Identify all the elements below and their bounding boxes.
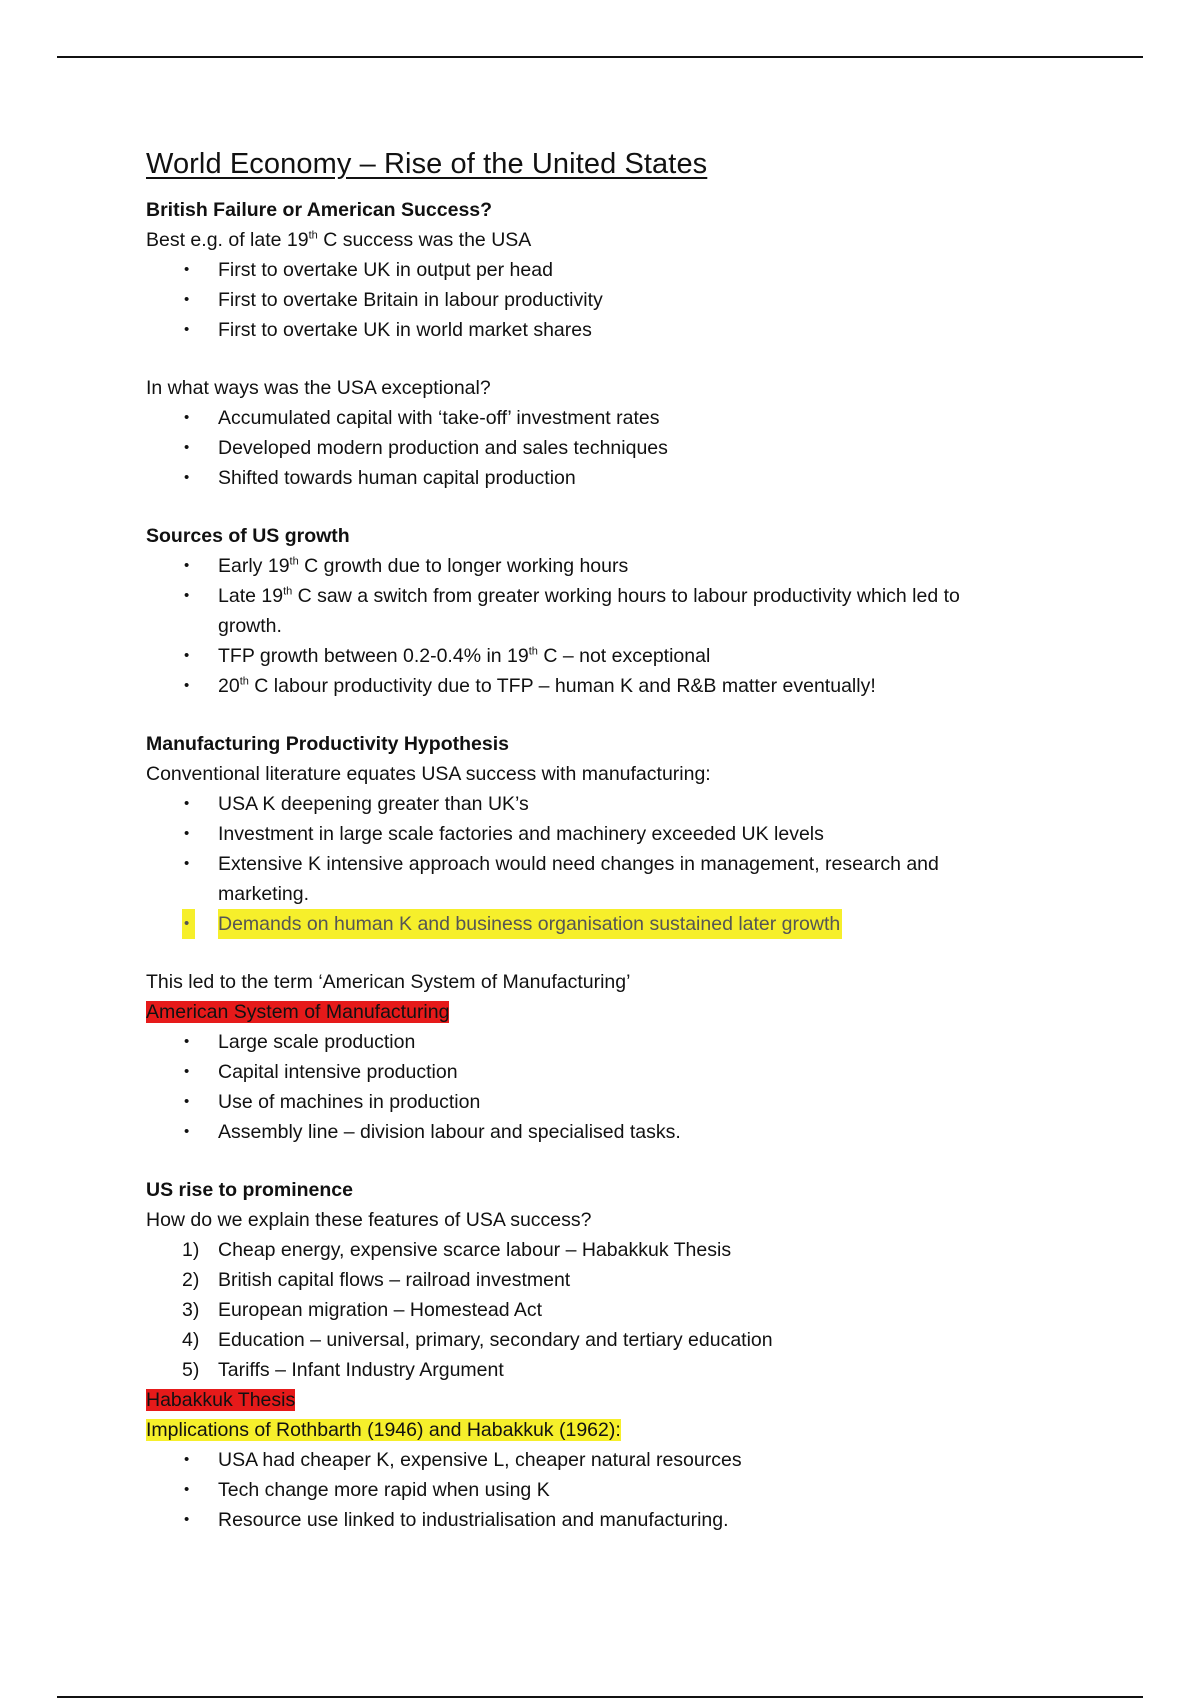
bullet-icon: • bbox=[184, 677, 190, 694]
highlighted-label: American System of Manufacturing bbox=[146, 1001, 450, 1023]
section-heading: Sources of US growth bbox=[146, 525, 350, 547]
bullet-icon: • bbox=[184, 587, 190, 604]
bullet-icon: • bbox=[184, 647, 190, 664]
list-item: • Assembly line – division labour and specialised tasks. bbox=[146, 1117, 1046, 1147]
bullet-icon: • bbox=[184, 1033, 190, 1050]
bullet-icon: • bbox=[182, 909, 195, 939]
section-intro: In what ways was the USA exceptional? bbox=[146, 377, 491, 399]
list-item: • First to overtake UK in world market shares bbox=[146, 315, 1046, 345]
top-rule bbox=[57, 56, 1143, 58]
document-body bbox=[146, 148, 1046, 1535]
section-intro: This led to the term ‘American System of Manufacturing’ bbox=[146, 971, 631, 993]
list-item: • Investment in large scale factories and machinery exceeded UK levels bbox=[146, 819, 1046, 849]
list-item: • Late 19th C saw a switch from greater working hours to labour productivity which led to growth. bbox=[146, 581, 1046, 641]
bullet-list bbox=[146, 551, 1046, 701]
bullet-icon: • bbox=[184, 795, 190, 812]
list-item: 1) Cheap energy, expensive scarce labour – Habakkuk Thesis bbox=[182, 1239, 732, 1261]
bullet-icon: • bbox=[184, 321, 190, 338]
list-item: • Capital intensive production bbox=[146, 1057, 1046, 1087]
list-item: • First to overtake UK in output per head bbox=[146, 255, 1046, 285]
bullet-list bbox=[146, 1027, 1046, 1147]
section-intro: How do we explain these features of USA success? bbox=[146, 1209, 592, 1231]
bullet-icon: • bbox=[184, 1481, 190, 1498]
bullet-icon: • bbox=[184, 1093, 190, 1110]
section-intro: Best e.g. of late 19th C success was the USA bbox=[146, 229, 532, 251]
bullet-icon: • bbox=[184, 1511, 190, 1528]
list-item: • 20th C labour productivity due to TFP – human K and R&B matter eventually! bbox=[146, 671, 1046, 701]
list-item: • Early 19th C growth due to longer working hours bbox=[146, 551, 1046, 581]
bullet-list bbox=[146, 1445, 1046, 1535]
list-item: • Accumulated capital with ‘take-off’ investment rates bbox=[146, 403, 1046, 433]
list-item: • TFP growth between 0.2-0.4% in 19th C – not exceptional bbox=[146, 641, 1046, 671]
section-heading: US rise to prominence bbox=[146, 1179, 353, 1201]
list-item: 5) Tariffs – Infant Industry Argument bbox=[182, 1359, 504, 1381]
bullet-list bbox=[146, 403, 1046, 493]
list-item: • USA had cheaper K, expensive L, cheaper natural resources bbox=[146, 1445, 1046, 1475]
page-title: World Economy – Rise of the United States bbox=[146, 148, 708, 180]
section-intro: Conventional literature equates USA success with manufacturing: bbox=[146, 763, 711, 785]
bullet-icon: • bbox=[184, 291, 190, 308]
list-item: • First to overtake Britain in labour productivity bbox=[146, 285, 1046, 315]
bullet-list bbox=[146, 789, 1046, 939]
bullet-icon: • bbox=[184, 439, 190, 456]
bullet-list bbox=[146, 255, 1046, 345]
bullet-icon: • bbox=[184, 1063, 190, 1080]
bullet-icon: • bbox=[184, 855, 190, 872]
bullet-icon: • bbox=[184, 469, 190, 486]
list-item: • Use of machines in production bbox=[146, 1087, 1046, 1117]
bullet-icon: • bbox=[184, 261, 190, 278]
list-item: 4) Education – universal, primary, secondary and tertiary education bbox=[182, 1329, 773, 1351]
bottom-rule bbox=[57, 1696, 1143, 1698]
bullet-icon: • bbox=[184, 1123, 190, 1140]
section-heading: Manufacturing Productivity Hypothesis bbox=[146, 733, 509, 755]
list-item: • Resource use linked to industrialisation and manufacturing. bbox=[146, 1505, 1046, 1535]
highlighted-list-item: • Demands on human K and business organisation sustained later growth bbox=[146, 909, 1046, 939]
bullet-icon: • bbox=[184, 1451, 190, 1468]
list-item: • Large scale production bbox=[146, 1027, 1046, 1057]
highlighted-sublabel: Implications of Rothbarth (1946) and Habakkuk (1962): bbox=[146, 1419, 621, 1441]
bullet-icon: • bbox=[184, 409, 190, 426]
list-item: 2) British capital flows – railroad investment bbox=[182, 1269, 571, 1291]
list-item: • Developed modern production and sales techniques bbox=[146, 433, 1046, 463]
list-item: • Extensive K intensive approach would need changes in management, research and marketing. bbox=[146, 849, 1046, 909]
list-item: • USA K deepening greater than UK’s bbox=[146, 789, 1046, 819]
list-item: • Tech change more rapid when using K bbox=[146, 1475, 1046, 1505]
numbered-list bbox=[146, 1235, 1046, 1385]
list-item: • Shifted towards human capital production bbox=[146, 463, 1046, 493]
highlighted-label: Habakkuk Thesis bbox=[146, 1389, 296, 1411]
bullet-icon: • bbox=[184, 557, 190, 574]
section-heading: British Failure or American Success? bbox=[146, 199, 493, 221]
bullet-icon: • bbox=[184, 825, 190, 842]
list-item: 3) European migration – Homestead Act bbox=[182, 1299, 543, 1321]
